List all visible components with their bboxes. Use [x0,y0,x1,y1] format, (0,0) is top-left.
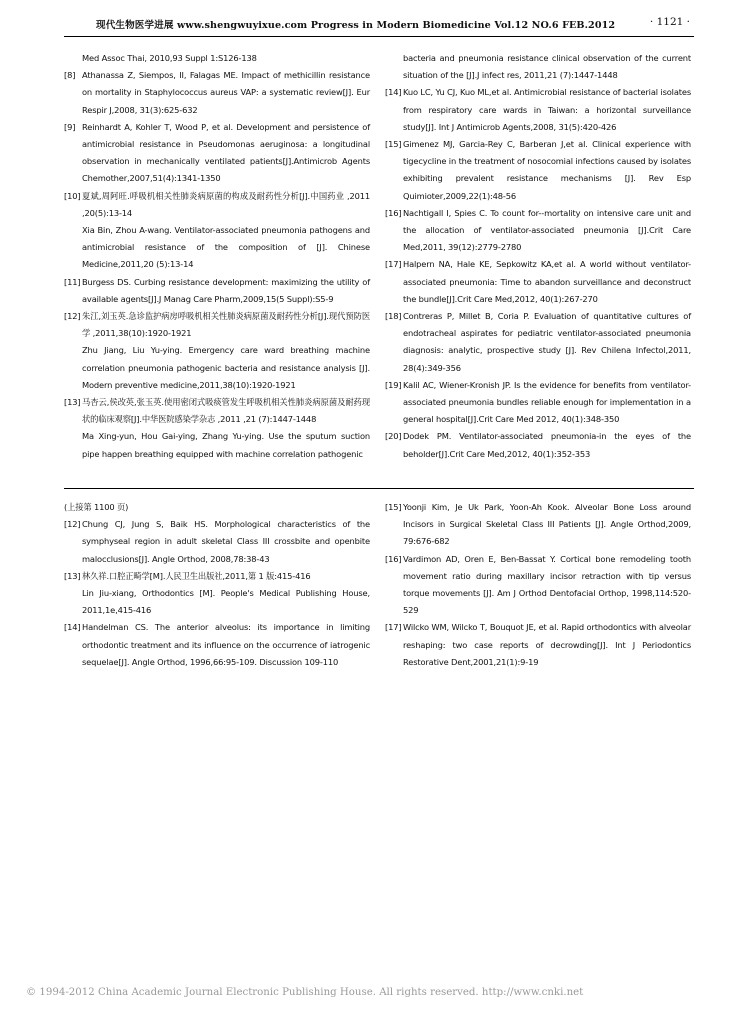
references-top-right-column [385,50,691,463]
reference-number: [13] [64,397,81,408]
reference-text: Wilcko WM, Wilcko T, Bouquot JE, et al. Rapid orthodontics with alveolar reshaping: two case reports of decrowding[J]. Int J Periodontics Restorative Dent,2001,21(1):9-19 [403,622,691,667]
reference-translation: Lin Jiu-xiang, Orthodontics [M]. People's Medical Publishing House, 2011,1e,415-416 [82,588,370,616]
reference-item [385,136,691,205]
reference-item [385,499,691,551]
reference-number: [8] [64,70,76,81]
reference-item [385,84,691,136]
reference-text: Chung CJ, Jung S, Baik HS. Morphological characteristics of the symphyseal region in adult skeletal Class III crossbite and openbite malocclusions[J]. Angle Orthod, 2008,78:38-43 [82,519,370,564]
reference-translation: Zhu Jiang, Liu Yu-ying. Emergency care ward breathing machine correlation pneumonia pathogenic bacteria and resistance analysis [J]. Modern preventive medicine,2011,38(10):1920-1921 [82,345,370,390]
reference-text: Contreras P, Millet B, Coria P. Evaluation of quantitative cultures of endotracheal aspirates for pediatric ventilator-associated pneumonia diagnosis: analytic, prospective study [J]. Rev Chilena Infectol,2011, 28(4):349-356 [403,311,691,373]
references-top-left-column [64,50,370,463]
references-bottom-left-column [64,499,370,671]
reference-number: [9] [64,121,76,132]
reference-number: [12] [64,311,81,322]
reference-item [385,205,691,257]
reference-text: Kuo LC, Yu CJ, Kuo ML,et al. Antimicrobial resistance of bacterial isolates from respiratory care wards in Taiwan: a horizontal surveillance study[J]. Int J Antimicrob Agents,2008, 31(5):420-426 [403,87,691,132]
section-divider [64,488,694,489]
reference-number: [20] [385,431,402,442]
reference-text: Halpern NA, Hale KE, Sepkowitz KA,et al. A world without ventilator-associated pneumonia: Time to abandon surveillance and deconstruct the bundle[J].Crit Care Med,2012, 40(1):267-270 [403,259,691,304]
reference-item [385,619,691,671]
reference-text: Nachtigall I, Spies C. To count for--mortality on intensive care unit and the allocation of ventilator-associated pneumonia [J].Crit Care Med,2011, 39(12):2779-2780 [403,207,691,253]
reference-translation: Ma Xing-yun, Hou Gai-ying, Zhang Yu-ying. Use the sputum suction pipe happen breathing equipped with machine correlation pathogenic [82,431,370,459]
reference-number: [16] [385,207,402,218]
reference-item [64,568,370,620]
reference-text: Burgess DS. Curbing resistance development: maximizing the utility of available agents[J].J Manag Care Pharm,2009,15(5 Suppl):S5-9 [82,276,370,304]
reference-number: [17] [385,259,402,270]
reference-text: Dodek PM. Ventilator-associated pneumonia-in the eyes of the beholder[J].Crit Care Med,2012, 40(1):352-353 [403,431,691,459]
reference-continuation: bacteria and pneumonia resistance clinical observation of the current situation of the [J].J infect res, 2011,21 (7):1447-1448 [403,53,691,81]
reference-number: [16] [385,553,402,564]
page-number: · 1121 · [649,16,690,28]
reference-number: [10] [64,190,81,201]
journal-header-text: 现代生物医学进展 www.shengwuyixue.com Progress in Modern Biomedicine Vol.12 NO.6 FEB.2012 [96,20,616,31]
reference-text: 夏斌,周阿旺.呼吸机相关性肺炎病原菌的构成及耐药性分析[J].中国药业 ,2011 ,20(5):13-14 [82,190,370,218]
reference-item [64,188,370,274]
reference-number: [17] [385,622,402,633]
reference-item [385,551,691,620]
reference-text: 林久祥.口腔正畸学[M].人民卫生出版社,2011,第 1 版:415-416 [82,570,311,581]
reference-number: [15] [385,139,402,150]
continued-from-note: (上接第 1100 页) [64,502,129,512]
reference-item [64,516,370,568]
reference-item [64,394,370,463]
reference-item [64,119,370,188]
reference-number: [12] [64,519,81,530]
reference-text: Kalil AC, Wiener-Kronish JP. Is the evidence for benefits from ventilator-associated pneumonia bundles reliable enough for implementation in a general hospital[J].Crit Care Med 2012, 40(1):348-350 [403,379,691,425]
reference-text: 朱江,刘玉英.急诊监护病房呼吸机相关性肺炎病原菌及耐药性分析[J].现代预防医学 ,2011,38(10):1920-1921 [82,311,370,339]
reference-text: Handelman CS. The anterior alveolus: its importance in limiting orthodontic treatment and its influence on the occurrence of iatrogenic sequelae[J]. Angle Orthod, 1996,66:95-109. Discussion 109-110 [82,622,370,667]
copyright-footer: © 1994-2012 China Academic Journal Electronic Publishing House. All rights reserved. http://www.cnki.net [26,987,584,998]
reference-translation: Xia Bin, Zhou A-wang. Ventilator-associated pneumonia pathogens and antimicrobial resistance of the composition of [J]. Chinese Medicine,2011,20 (5):13-14 [82,225,370,270]
references-bottom-right-column [385,499,691,671]
reference-item [64,308,370,394]
reference-item [64,619,370,671]
reference-item [64,67,370,119]
reference-number: [14] [385,87,402,98]
reference-item [385,256,691,308]
reference-text: Gimenez MJ, Garcia-Rey C, Barberan J,et al. Clinical experience with tigecycline in the treatment of nosocomial infections caused by isolates exhibiting prevalent resistance mechanisms [J]. Rev Esp Quimioter,2009,22(1):48-56 [403,139,691,201]
reference-number: [14] [64,622,81,633]
reference-text: Vardimon AD, Oren E, Ben-Bassat Y. Cortical bone remodeling tooth movement ratio during maxillary incisor retraction with tip versus torque movements [J]. Am J Orthod Dentofacial Orthop, 1998,114:520-529 [403,553,691,616]
reference-text: Reinhardt A, Kohler T, Wood P, et al. Development and persistence of antimicrobial resistance in Pseudomonas aeruginosa: a longitudinal observation in mechanically ventilated patients[J].Antimicrob Agents Chemother,2007,51(4):1341-1350 [82,121,370,184]
reference-text: Athanassa Z, Siempos, II, Falagas ME. Impact of methicillin resistance on mortality in Staphylococcus aureus VAP: a systematic review[J]. Eur Respir J,2008, 31(3):625-632 [82,70,370,115]
reference-item [385,308,691,377]
reference-number: [11] [64,276,81,287]
reference-item [385,428,691,462]
reference-number: [19] [385,379,402,390]
reference-continuation: Med Assoc Thai, 2010,93 Suppl 1:S126-138 [82,53,257,63]
reference-text: Yoonji Kim, Je Uk Park, Yoon-Ah Kook. Alveolar Bone Loss around Incisors in Surgical Skeletal Class III Patients [J]. Angle Orthod,2009, 79:676-682 [403,502,691,547]
reference-item [64,274,370,308]
reference-text: 马杏云,侯改英,张玉英.使用密闭式吸痰管发生呼吸机相关性肺炎病原菌及耐药现状的临床观察[J].中华医院感染学杂志 ,2011 ,21 (7):1447-1448 [82,397,370,425]
running-header [64,14,694,37]
reference-number: [15] [385,502,402,512]
reference-number: [18] [385,311,402,322]
reference-item [385,377,691,429]
reference-number: [13] [64,570,81,581]
